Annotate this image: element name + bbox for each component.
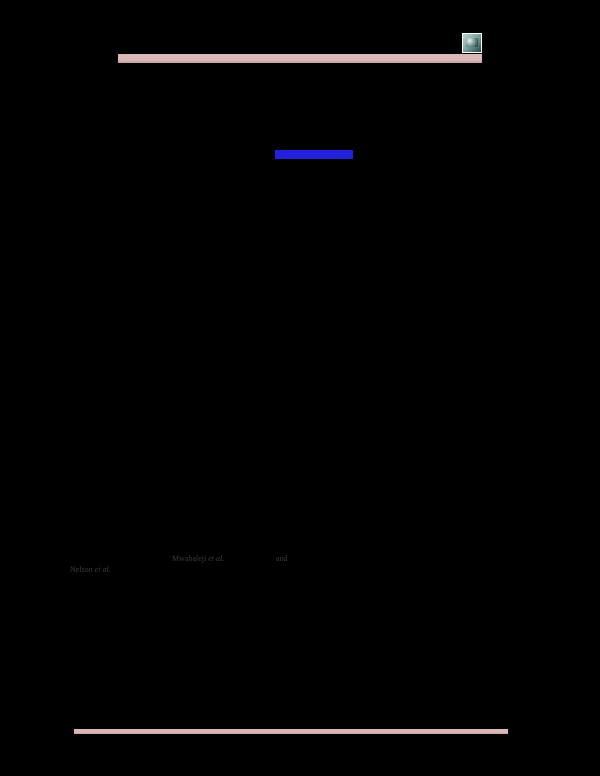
header-rule [118,54,482,61]
doi-link[interactable]: doi:10.1000/xxxxx [275,150,353,159]
citation-tail: and [276,554,288,563]
body-paragraph-1 [72,350,528,540]
body-paragraph-2 [72,580,528,720]
citation-etal: et al. [208,554,225,563]
footer-rule-secondary [74,733,508,734]
citation-author: Nelson [70,565,93,574]
citation-etal: et al. [94,565,111,574]
citation-author: Mwabaleji [172,554,207,563]
citation-reference-2 [276,554,288,563]
journal-logo-inner [466,38,478,47]
journal-logo-icon [462,33,482,53]
citation-reference-3 [70,565,111,574]
header-rule-secondary [118,61,482,63]
citation-reference-1 [172,554,224,563]
abstract-paragraph [72,180,528,340]
